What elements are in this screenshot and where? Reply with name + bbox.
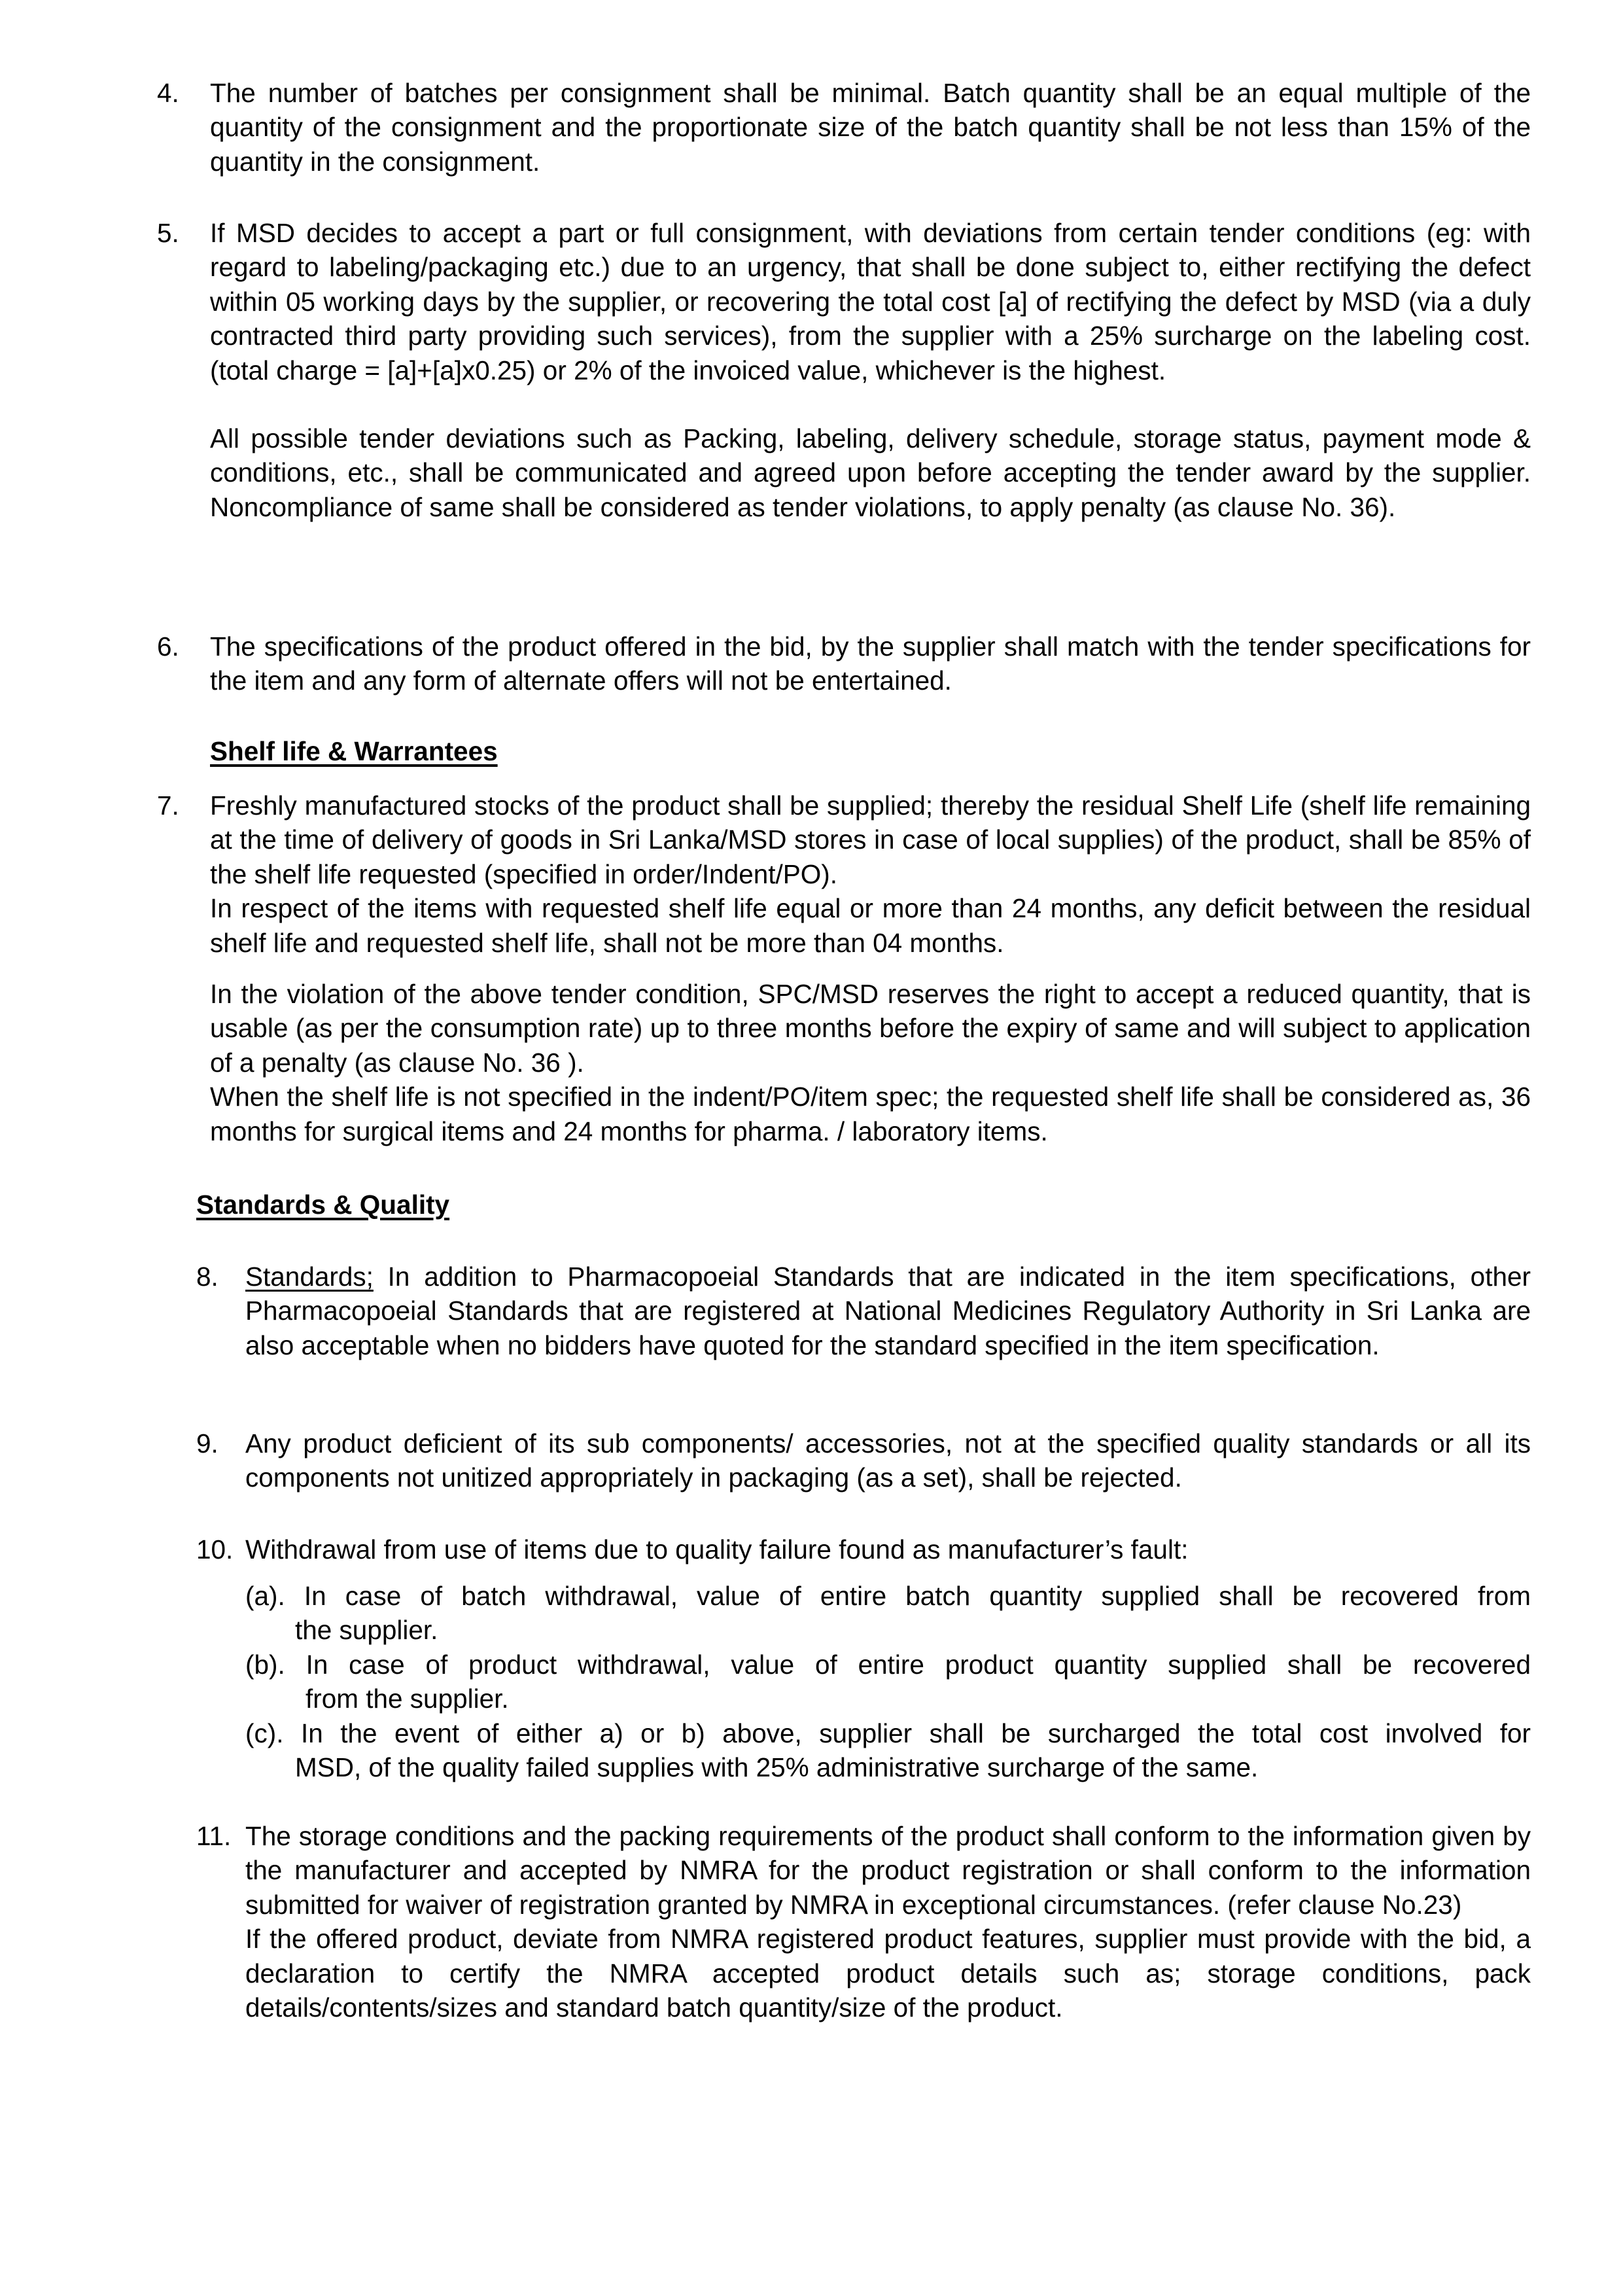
clause-text: Freshly manufactured stocks of the product shall be supplied; thereby the residual Shelf Life (shelf life remaining at the time of delivery of goods in Sri Lanka/MSD stores in case of local supplies) of the product, shall be 85% of the shelf life requested (specified in order/Indent/PO). bbox=[210, 790, 1531, 889]
clause-text: Withdrawal from use of items due to quality failure found as manufacturer’s fault: bbox=[245, 1534, 1189, 1564]
clause-9 bbox=[196, 1426, 1531, 1495]
clause-number: 9. bbox=[196, 1428, 218, 1458]
subclause-c bbox=[245, 1716, 1531, 1785]
section-heading-standards: Standards & Quality bbox=[196, 1190, 450, 1220]
standards-label: Standards; bbox=[245, 1262, 374, 1292]
subclause-b bbox=[245, 1648, 1531, 1716]
clause-11 bbox=[196, 1819, 1531, 2024]
subclause-a bbox=[245, 1579, 1531, 1648]
clause-text-continued: If the offered product, deviate from NMRA registered product features, supplier must provide with the bid, a declaration to certify the NMRA accepted product details such as; storage conditions, pack details/contents/sizes and standard batch quantity/size of the product. bbox=[245, 1924, 1531, 2023]
subclause-text: In the event of either a) or b) above, supplier shall be surcharged the total cost involved for bbox=[300, 1718, 1531, 1748]
subclause-continuation: from the supplier. bbox=[305, 1684, 509, 1714]
clause-paragraph: In the violation of the above tender condition, SPC/MSD reserves the right to accept a reduced quantity, that is usable (as per the consumption rate) up to three months before the expiry of same and will subject to application of a penalty (as clause No. 36 ). bbox=[210, 979, 1531, 1078]
clause-10 bbox=[196, 1532, 1531, 1566]
clause-number: 7. bbox=[157, 790, 179, 821]
clause-text: The storage conditions and the packing requirements of the product shall conform to the information given by the manufacturer and accepted by NMRA for the product registration or shall conform to the information submitted for waiver of registration granted by NMRA in exceptional circumstances. (refer clause No.23) bbox=[245, 1821, 1531, 1920]
section-heading-shelf-life: Shelf life & Warrantees bbox=[210, 736, 498, 766]
clause-paragraph: When the shelf life is not specified in the indent/PO/item spec; the requested shelf life shall be considered as, 36 months for surgical items and 24 months for pharma. / laboratory items. bbox=[210, 1082, 1531, 1146]
clause-number: 10. bbox=[196, 1534, 234, 1564]
subclause-label: (c). bbox=[245, 1718, 284, 1748]
subclause-continuation: the supplier. bbox=[295, 1615, 438, 1646]
clause-number: 5. bbox=[157, 218, 179, 248]
clause-text bbox=[245, 1260, 1531, 1362]
clause-text: If MSD decides to accept a part or full consignment, with deviations from certain tender conditions (eg: with regard to labeling/packaging etc.) due to an urgency, that shall be done subject to, either rectifying the defect within 05 working days by the supplier, or recovering the total cost [a] of rectifying the defect by MSD (via a duly contracted third party providing such services), from the supplier with a 25% surcharge on the labeling cost. (total charge = [a]+[a]x0.25) or 2% of the invoiced value, whichever is the highest. bbox=[210, 218, 1531, 385]
subclause-label: (b). bbox=[245, 1650, 285, 1680]
clause-paragraph: All possible tender deviations such as Packing, labeling, delivery schedule, storage status, payment mode & conditions, etc., shall be communicated and agreed upon before accepting the tender award by the supplier. Noncompliance of same shall be considered as tender violations, to apply penalty (as clause No. 36). bbox=[210, 423, 1531, 522]
subclause-line bbox=[245, 1579, 1531, 1613]
clause-7 bbox=[157, 788, 1531, 1148]
clause-5 bbox=[157, 216, 1531, 524]
clause-text: The number of batches per consignment shall be minimal. Batch quantity shall be an equal multiple of the quantity of the consignment and the proportionate size of the batch quantity shall be not less than 15% of the quantity in the consignment. bbox=[210, 78, 1531, 177]
clause-text: Any product deficient of its sub components/ accessories, not at the specified quality standards or all its components not unitized appropriately in packaging (as a set), shall be rejected. bbox=[245, 1428, 1531, 1493]
clause-8 bbox=[196, 1260, 1531, 1362]
subclause-line bbox=[245, 1648, 1531, 1682]
clause-text-continued: In respect of the items with requested shelf life equal or more than 24 months, any deficit between the residual shelf life and requested shelf life, shall not be more than 04 months. bbox=[210, 893, 1531, 958]
clause-number: 8. bbox=[196, 1262, 218, 1292]
subclause-text: In case of product withdrawal, value of entire product quantity supplied shall be recovered bbox=[305, 1650, 1531, 1680]
subclause-continuation: MSD, of the quality failed supplies with 25% administrative surcharge of the same. bbox=[295, 1752, 1259, 1783]
clause-number: 6. bbox=[157, 631, 179, 662]
clause-number: 4. bbox=[157, 78, 179, 108]
clause-number: 11. bbox=[196, 1821, 232, 1851]
clause-4 bbox=[157, 76, 1531, 179]
subclause-text: In case of batch withdrawal, value of entire batch quantity supplied shall be recovered from bbox=[304, 1581, 1531, 1611]
subclause-label: (a). bbox=[245, 1581, 285, 1611]
clause-text: The specifications of the product offered in the bid, by the supplier shall match with the tender specifications for the item and any form of alternate offers will not be entertained. bbox=[210, 631, 1531, 696]
clause-text-body: In addition to Pharmacopoeial Standards that are indicated in the item specifications, other Pharmacopoeial Standards that are registered at National Medicines Regulatory Authority in Sri Lanka are also acceptable when no bidders have quoted for the standard specified in the item specification. bbox=[245, 1262, 1531, 1360]
subclause-line bbox=[245, 1716, 1531, 1750]
clause-6 bbox=[157, 629, 1531, 698]
